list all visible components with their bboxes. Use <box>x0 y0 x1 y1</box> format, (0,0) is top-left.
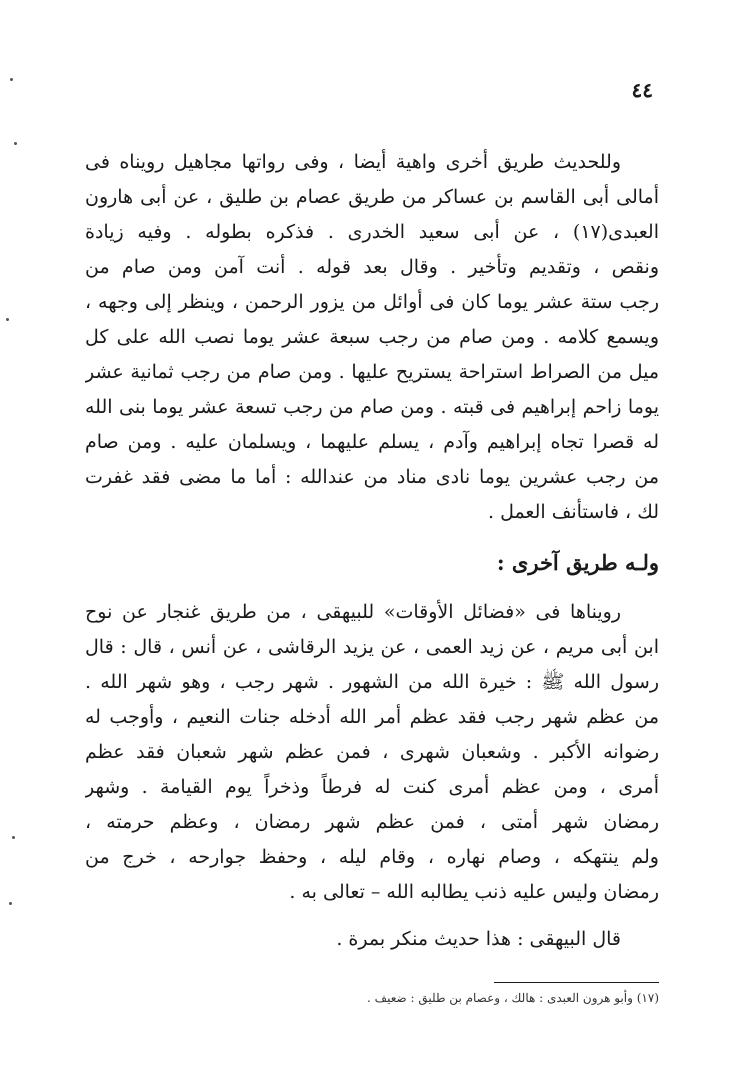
text-line: لك ، فاستأنف العمل . <box>487 501 659 523</box>
text-line: رمضان شهر أمتى ، فمن عظم شهر رمضان ، وعظم حرمته ، <box>85 811 659 833</box>
text-line: ابن أبى مريم ، عن زيد العمى ، عن يزيد الرقاشى ، عن أنس ، قال : قال <box>85 636 659 658</box>
text-line: رمضان وليس عليه ذنب يطالبه الله – تعالى به . <box>289 881 659 903</box>
footnote: (١٧) وأبو هرون العبدى : هالك ، وعصام بن طليق : ضعيف . <box>367 991 659 1005</box>
text-line: له قصرا تجاه إبراهيم وآدم ، يسلم عليهما ، ويسلمان عليه . ومن صام <box>85 431 659 453</box>
text-line: ونقص ، وتقديم وتأخير . وقال بعد قوله . أنت آمن ومن صام من <box>85 256 659 278</box>
scan-speck <box>6 318 9 321</box>
scan-speck <box>12 836 15 839</box>
closing-line: قال البيهقى : هذا حديث منكر بمرة . <box>336 928 621 950</box>
scan-speck <box>10 78 13 81</box>
text-line: رويناها فى «فضائل الأوقات» للبيهقى ، من طريق غنجار عن نوح <box>85 601 621 623</box>
text-line: العبدى(١٧) ، عن أبى سعيد الخدرى . فذكره بطوله . وفيه زيادة <box>85 221 659 243</box>
text-line: أمالى أبى القاسم بن عساكر من طريق عصام بن طليق ، عن أبى هارون <box>85 186 659 208</box>
text-line: ولم ينتهكه ، وصام نهاره ، وقام ليله ، وحفظ جوارحه ، خرج من <box>85 846 659 868</box>
scan-speck <box>9 902 12 905</box>
section-heading: ولـه طريق آخرى : <box>496 550 659 575</box>
page-number: ٤٤ <box>631 78 653 102</box>
text-line: أمرى ، ومن عظم أمرى كنت له فرطاً وذخراً يوم القيامة . وشهر <box>85 776 659 798</box>
text-line: يوما زاحم إبراهيم فى قبته . ومن صام من رجب تسعة عشر يوما بنى الله <box>85 396 659 418</box>
text-line: وللحديث طريق أخرى واهية أيضا ، وفى رواتها مجاهيل رويناه فى <box>85 151 621 173</box>
text-line: ميل من الصراط استراحة يستريح عليها . ومن صام من رجب ثمانية عشر <box>85 361 659 383</box>
text-line: رسول الله ﷺ : خيرة الله من الشهور . شهر رجب ، وهو شهر الله . <box>85 671 659 693</box>
text-line: من رجب عشرين يوما نادى مناد من عندالله : أما ما مضى فقد غفرت <box>85 466 659 488</box>
scan-speck <box>14 142 17 145</box>
text-line: من عظم شهر رجب فقد عظم أمر الله أدخله جنات النعيم ، وأوجب له <box>85 706 659 728</box>
footnote-rule <box>494 982 659 983</box>
text-line: رضوانه الأكبر . وشعبان شهرى ، فمن عظم شهر شعبان فقد عظم <box>85 741 659 763</box>
text-line: رجب ستة عشر يوما كان فى أوائل من يزور الرحمن ، وينظر إلى وجهه ، <box>85 291 659 313</box>
text-line: ويسمع كلامه . ومن صام من رجب سبعة عشر يوما نصب الله على كل <box>85 326 659 348</box>
